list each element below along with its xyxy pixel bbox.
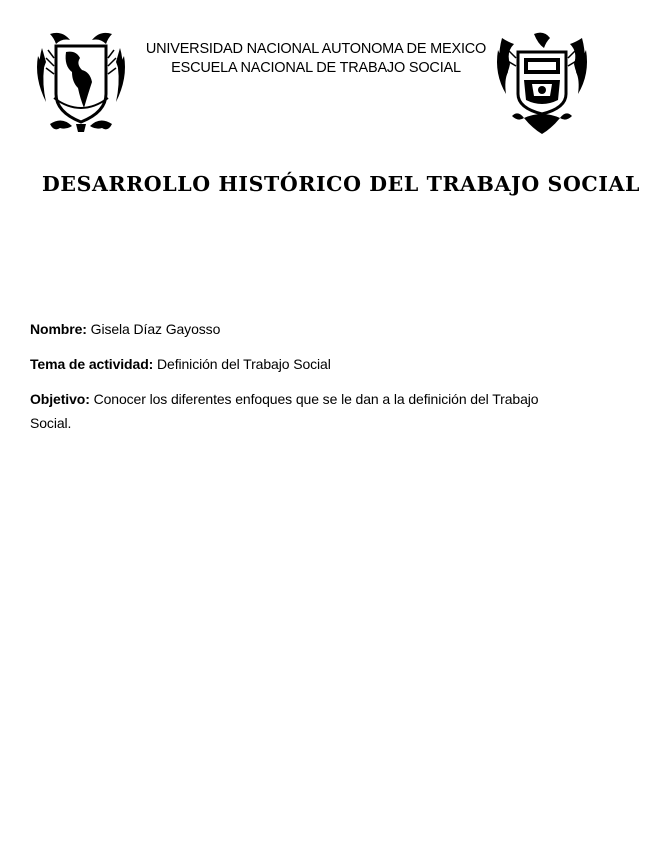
objetivo-label: Objetivo: — [30, 391, 90, 407]
field-objetivo — [30, 387, 575, 435]
university-name: UNIVERSIDAD NACIONAL AUTONOMA DE MEXICO — [145, 41, 487, 57]
nombre-value: Gisela Díaz Gayosso — [90, 321, 221, 337]
school-eagle-crest-icon — [494, 30, 590, 136]
institution-header — [130, 40, 502, 78]
unam-crest-icon — [32, 28, 130, 136]
tema-value: Definición del Trabajo Social — [157, 356, 331, 372]
document-title: DESARROLLO HISTÓRICO DEL TRABAJO SOCIAL — [42, 172, 641, 196]
field-tema — [30, 352, 590, 376]
nombre-label: Nombre: — [30, 321, 87, 337]
tema-label: Tema de actividad: — [30, 356, 154, 372]
school-name: ESCUELA NACIONAL DE TRABAJO SOCIAL — [171, 60, 461, 76]
objetivo-value: Conocer los diferentes enfoques que se le dan a la definición del Trabajo Social. — [30, 391, 539, 431]
field-nombre — [30, 317, 590, 341]
